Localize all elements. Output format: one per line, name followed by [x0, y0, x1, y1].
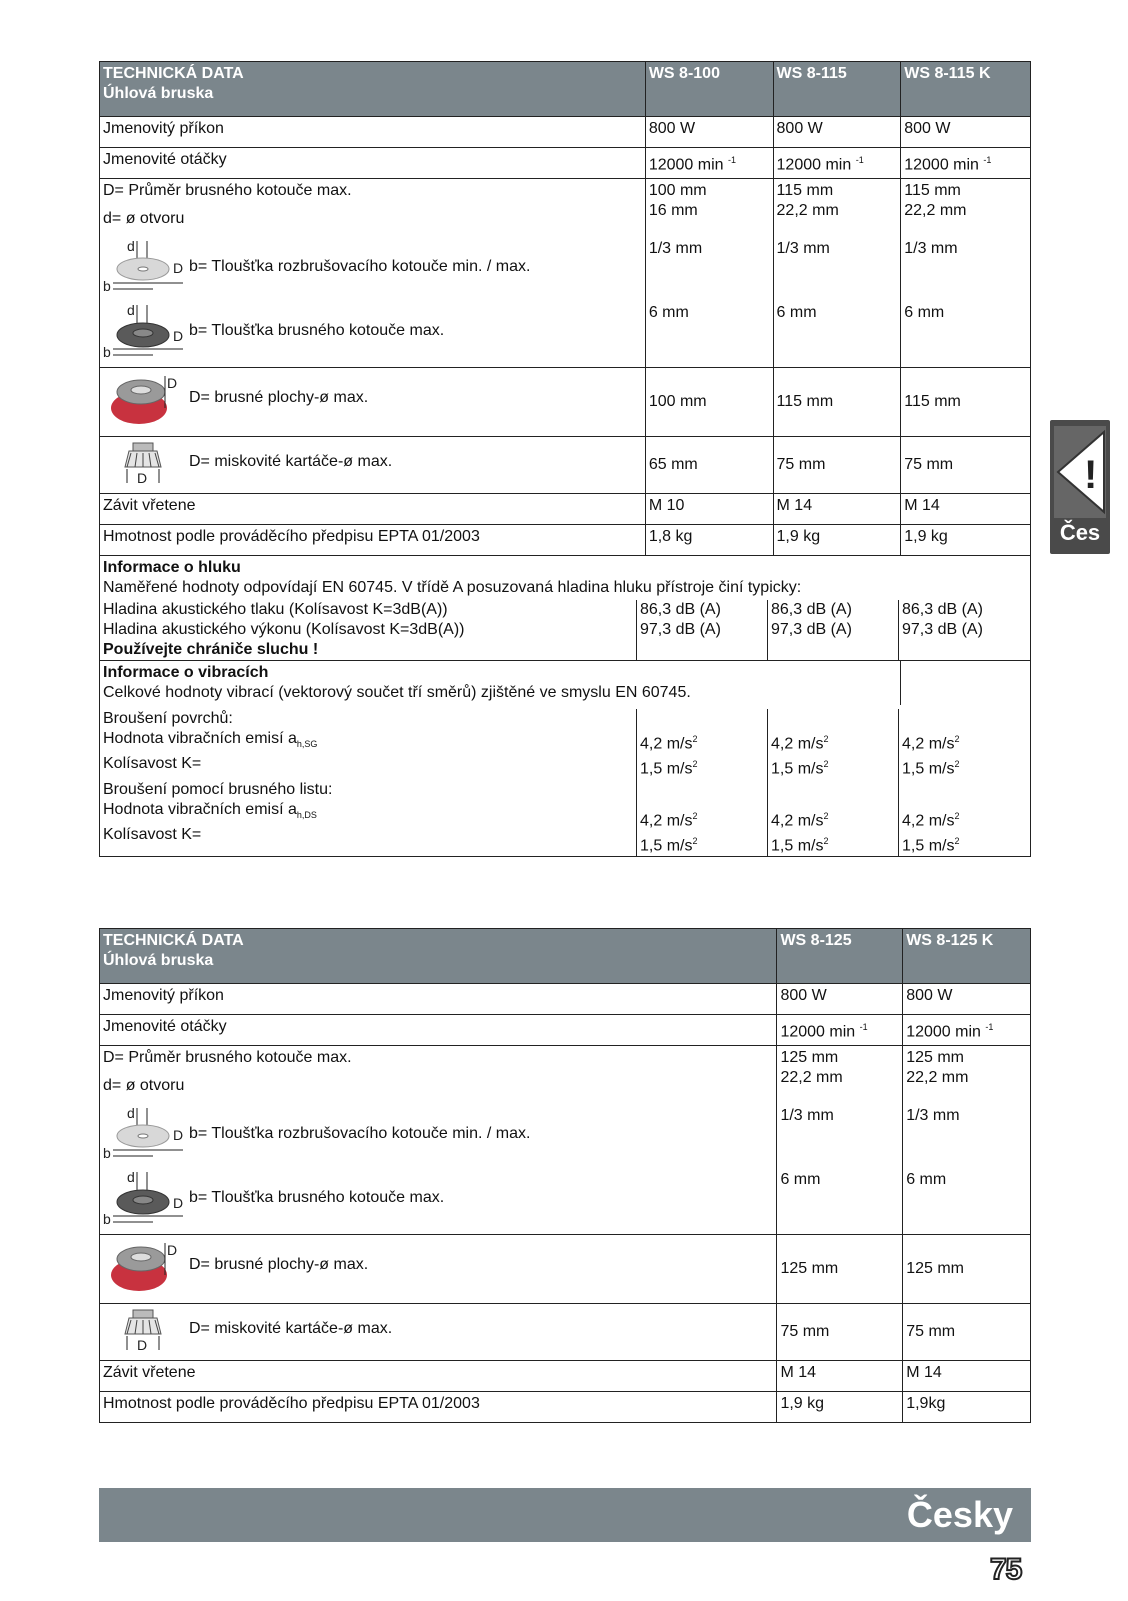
- header-title: TECHNICKÁ DATA: [103, 932, 244, 949]
- noise-values: [636, 600, 767, 660]
- cutting-disc-icon: [103, 239, 187, 295]
- cell-value: 75 mm: [777, 1304, 903, 1361]
- cell-value: M 14: [903, 1361, 1031, 1392]
- superscript: 2: [954, 759, 960, 770]
- table-row: [100, 301, 1031, 368]
- table-row: [100, 525, 1031, 556]
- label-text: b= Tloušťka rozbrušovacího kotouče min. / max.: [189, 258, 531, 275]
- superscript: 2: [823, 759, 829, 770]
- label-text: b= Tloušťka rozbrušovacího kotouče min. / max.: [189, 1125, 531, 1142]
- table-row: [100, 984, 1031, 1015]
- table-row: [100, 1361, 1031, 1392]
- cell-value: 6 mm: [773, 301, 901, 368]
- value-text: 22,2 mm: [776, 202, 839, 219]
- noise-intro: Naměřené hodnoty odpovídají EN 60745. V třídě A posuzovaná hladina hluku přístroje činí typicky:: [103, 579, 802, 596]
- row-label: Hmotnost podle prováděcího předpisu EPTA 01/2003: [100, 525, 646, 556]
- diagram-letter: b: [103, 344, 111, 359]
- table-row: [100, 1392, 1031, 1423]
- value-text: 12000 min: [906, 1023, 981, 1041]
- diagram-letter: D: [137, 1337, 148, 1352]
- row-label: [100, 237, 646, 301]
- table-row: [100, 437, 1031, 494]
- sanding-disc-icon: [103, 370, 187, 426]
- cell-value: 1,9 kg: [901, 525, 1031, 556]
- noise-heading: Informace o hluku: [103, 559, 241, 576]
- vibration-intro-block: [100, 661, 900, 705]
- noise-section: [100, 556, 1031, 661]
- header-subtitle: Úhlová bruska: [103, 952, 214, 969]
- value-text: 4,2 m/s: [640, 735, 693, 753]
- table-row: [100, 117, 1031, 148]
- label-text: Kolísavost K=: [103, 755, 202, 773]
- cell-value: [901, 148, 1031, 179]
- exponent: -1: [855, 155, 864, 165]
- cell-value: [777, 1046, 903, 1105]
- label-text: D= brusné plochy-ø max.: [189, 389, 369, 406]
- cell-value: [645, 179, 773, 238]
- cell-value: 1,9 kg: [773, 525, 901, 556]
- cell-value: 800 W: [903, 984, 1031, 1015]
- value-text: 4,2 m/s: [902, 811, 955, 829]
- row-label: Závit vřetene: [100, 1361, 777, 1392]
- svg-text:!: !: [1084, 453, 1098, 497]
- value-text: 22,2 mm: [906, 1069, 969, 1086]
- label-text: d= ø otvoru: [103, 1077, 185, 1094]
- label-text: Hladina akustického výkonu (Kolísavost K=3dB(A)): [103, 621, 465, 638]
- value-text: 1,5 m/s: [771, 760, 824, 778]
- row-label: Jmenovitý příkon: [100, 117, 646, 148]
- sanding-disc-icon: [103, 1237, 187, 1293]
- label-text: Hodnota vibračních emisí a: [103, 801, 297, 819]
- label-text: Broušení pomocí brusného listu:: [103, 781, 333, 799]
- value-text: 115 mm: [904, 182, 961, 199]
- footer-language: Česky: [906, 1494, 1013, 1535]
- row-label: [100, 1235, 777, 1304]
- language-side-tab: [1050, 420, 1110, 554]
- row-label: Hmotnost podle prováděcího předpisu EPTA 01/2003: [100, 1392, 777, 1423]
- header-title: TECHNICKÁ DATA: [103, 65, 244, 82]
- noise-values: [898, 600, 1029, 660]
- table-row: [100, 1235, 1031, 1304]
- header-subtitle: Úhlová bruska: [103, 85, 214, 102]
- cell-value: 800 W: [901, 117, 1031, 148]
- cell-value: [777, 1015, 903, 1046]
- row-label: Jmenovité otáčky: [100, 148, 646, 179]
- table-row: [100, 368, 1031, 437]
- cutting-disc-icon: [103, 1106, 187, 1162]
- exponent: -1: [985, 1022, 994, 1032]
- label-text: Kolísavost K=: [103, 826, 202, 844]
- label-text: Hladina akustického tlaku (Kolísavost K=3dB(A)): [103, 601, 448, 618]
- cell-value: [903, 1046, 1031, 1105]
- diagram-letter: b: [103, 1211, 111, 1226]
- cell-value: 1/3 mm: [777, 1104, 903, 1168]
- vibration-section: [100, 661, 1031, 857]
- value-text: 4,2 m/s: [771, 735, 824, 753]
- diagram-letter: d: [127, 1170, 135, 1185]
- superscript: 2: [823, 810, 829, 821]
- cell-value: 115 mm: [773, 368, 901, 437]
- superscript: 2: [954, 734, 960, 744]
- label-text: b= Tloušťka brusného kotouče max.: [189, 1189, 445, 1206]
- label-text: b= Tloušťka brusného kotouče max.: [189, 322, 445, 339]
- row-label: Jmenovité otáčky: [100, 1015, 777, 1046]
- cell-value: 125 mm: [777, 1235, 903, 1304]
- value-text: 1,5 m/s: [902, 760, 955, 778]
- exponent: -1: [859, 1022, 868, 1032]
- cell-value: 800 W: [773, 117, 901, 148]
- diagram-letter: b: [103, 1145, 111, 1161]
- value-text: 12000 min: [780, 1023, 856, 1041]
- cell-value: [773, 148, 901, 179]
- footer-language-bar: [99, 1488, 1031, 1542]
- row-label: [100, 179, 646, 238]
- cell-value: [903, 1015, 1031, 1046]
- value-text: 1,5 m/s: [640, 837, 693, 855]
- cell-value: 75 mm: [903, 1304, 1031, 1361]
- row-label: [100, 301, 646, 368]
- empty-cell: [900, 661, 1027, 705]
- cell-value: 100 mm: [645, 368, 773, 437]
- value-text: 12000 min: [904, 156, 979, 174]
- cell-value: 1,8 kg: [645, 525, 773, 556]
- vibration-values: [767, 709, 898, 856]
- cell-value: 800 W: [777, 984, 903, 1015]
- superscript: 2: [692, 810, 698, 821]
- model-name: WS 8-125: [777, 929, 903, 984]
- cell-value: 1/3 mm: [773, 237, 901, 301]
- diagram-letter: D: [173, 328, 184, 344]
- cell-value: 6 mm: [901, 301, 1031, 368]
- cell-value: M 14: [777, 1361, 903, 1392]
- table-row: [100, 1168, 1031, 1235]
- diagram-letter: D: [137, 470, 148, 485]
- vibration-values: [898, 709, 1029, 856]
- superscript: 2: [692, 734, 698, 744]
- value-text: 125 mm: [780, 1049, 839, 1066]
- label-text: Broušení povrchů:: [103, 710, 233, 727]
- value-text: 97,3 dB (A): [902, 621, 983, 638]
- label-text: D= miskovité kartáče-ø max.: [189, 453, 393, 470]
- diagram-letter: b: [103, 278, 111, 294]
- value-text: 115 mm: [776, 182, 834, 199]
- superscript: 2: [823, 835, 829, 846]
- diagram-letter: d: [127, 303, 135, 318]
- table-row: [100, 1304, 1031, 1361]
- warning-icon: [1054, 426, 1106, 518]
- value-text: 4,2 m/s: [771, 811, 824, 829]
- vibration-intro: Celkové hodnoty vibrací (vektorový součet tří směrů) zjištěné ve smyslu EN 60745.: [103, 684, 691, 701]
- value-text: 16 mm: [648, 202, 698, 219]
- cell-value: 75 mm: [901, 437, 1031, 494]
- noise-values: [767, 600, 898, 660]
- label-text: D= miskovité kartáče-ø max.: [189, 1320, 393, 1337]
- table-row: [100, 1104, 1031, 1168]
- exponent: -1: [983, 155, 992, 165]
- row-label: Závit vřetene: [100, 494, 646, 525]
- vibration-values: [636, 709, 767, 856]
- page-number: 75: [990, 1553, 1022, 1586]
- technical-data-table-1: [99, 61, 1031, 857]
- noise-labels: [100, 600, 636, 660]
- row-label: [100, 368, 646, 437]
- value-text: 22,2 mm: [904, 202, 967, 219]
- value-text: 100 mm: [648, 182, 707, 199]
- value-text: 97,3 dB (A): [640, 621, 721, 638]
- cell-value: 1/3 mm: [901, 237, 1031, 301]
- value-text: 86,3 dB (A): [771, 601, 852, 618]
- vibration-labels: [100, 709, 636, 856]
- cell-value: 1,9 kg: [777, 1392, 903, 1423]
- diagram-letter: D: [167, 375, 178, 391]
- cell-value: M 10: [645, 494, 773, 525]
- cell-value: 65 mm: [645, 437, 773, 494]
- cell-value: 75 mm: [773, 437, 901, 494]
- table-row: [100, 237, 1031, 301]
- model-name: WS 8-115: [773, 62, 901, 117]
- model-name: WS 8-100: [645, 62, 773, 117]
- row-label: [100, 1046, 777, 1105]
- table-row: [100, 661, 1031, 857]
- label-text: d= ø otvoru: [103, 210, 185, 227]
- exponent: -1: [728, 155, 737, 165]
- table-row: [100, 148, 1031, 179]
- superscript: 2: [692, 759, 698, 770]
- cell-value: 125 mm: [903, 1235, 1031, 1304]
- label-text: D= brusné plochy-ø max.: [189, 1256, 369, 1273]
- technical-data-table-2: [99, 928, 1031, 1423]
- value-text: 1,5 m/s: [771, 837, 824, 855]
- superscript: 2: [823, 734, 829, 744]
- row-label: [100, 1104, 777, 1168]
- table-row: [100, 179, 1031, 238]
- value-text: 1,5 m/s: [640, 760, 693, 778]
- diagram-letter: D: [173, 1195, 184, 1211]
- cup-brush-icon: [103, 439, 187, 485]
- cup-brush-icon: [103, 1306, 187, 1352]
- cell-value: 6 mm: [903, 1168, 1031, 1235]
- side-tab-label: Čes: [1059, 520, 1101, 545]
- value-text: 86,3 dB (A): [902, 601, 983, 618]
- header-title-cell: [100, 62, 646, 117]
- table-row: [100, 1015, 1031, 1046]
- superscript: 2: [954, 810, 960, 821]
- diagram-letter: d: [127, 239, 135, 254]
- cell-value: [645, 148, 773, 179]
- diagram-letter: D: [167, 1242, 178, 1258]
- cell-value: [901, 179, 1031, 238]
- value-text: 125 mm: [906, 1049, 964, 1066]
- table-header: [100, 929, 1031, 984]
- cell-value: 800 W: [645, 117, 773, 148]
- label-text: D= Průměr brusného kotouče max.: [103, 1049, 352, 1066]
- grinding-disc-icon: [103, 1170, 187, 1226]
- table-row: [100, 494, 1031, 525]
- label-text: Hodnota vibračních emisí a: [103, 730, 297, 747]
- cell-value: [773, 179, 901, 238]
- grinding-disc-icon: [103, 303, 187, 359]
- row-label: [100, 437, 646, 494]
- cell-value: 1,9kg: [903, 1392, 1031, 1423]
- row-label: [100, 1168, 777, 1235]
- cell-value: 1/3 mm: [645, 237, 773, 301]
- value-text: 86,3 dB (A): [640, 601, 721, 618]
- header-title-cell: [100, 929, 777, 984]
- value-text: 4,2 m/s: [902, 735, 955, 753]
- value-text: 4,2 m/s: [640, 811, 693, 829]
- model-name: WS 8-115 K: [901, 62, 1031, 117]
- value-text: 1,5 m/s: [902, 837, 955, 855]
- cell-value: M 14: [901, 494, 1031, 525]
- cell-value: 6 mm: [777, 1168, 903, 1235]
- subscript: h,SG: [296, 739, 318, 750]
- model-name: WS 8-125 K: [903, 929, 1031, 984]
- row-label: [100, 1304, 777, 1361]
- cell-value: 6 mm: [645, 301, 773, 368]
- value-text: 22,2 mm: [780, 1069, 843, 1086]
- subscript: h,DS: [296, 810, 317, 821]
- value-text: 12000 min: [648, 156, 724, 174]
- table-header: [100, 62, 1031, 117]
- table-row: [100, 1046, 1031, 1105]
- table-row: [100, 556, 1031, 661]
- label-text: D= Průměr brusného kotouče max.: [103, 182, 352, 199]
- value-text: 97,3 dB (A): [771, 621, 852, 638]
- diagram-letter: d: [127, 1106, 135, 1121]
- diagram-letter: D: [173, 260, 184, 276]
- superscript: 2: [954, 835, 960, 846]
- value-text: 12000 min: [776, 156, 852, 174]
- cell-value: M 14: [773, 494, 901, 525]
- diagram-letter: D: [173, 1127, 184, 1143]
- superscript: 2: [692, 835, 698, 846]
- hearing-protection-warning: Používejte chrániče sluchu !: [103, 641, 319, 658]
- cell-value: 115 mm: [901, 368, 1031, 437]
- vibration-heading: Informace o vibracích: [103, 664, 269, 681]
- row-label: Jmenovitý příkon: [100, 984, 777, 1015]
- cell-value: 1/3 mm: [903, 1104, 1031, 1168]
